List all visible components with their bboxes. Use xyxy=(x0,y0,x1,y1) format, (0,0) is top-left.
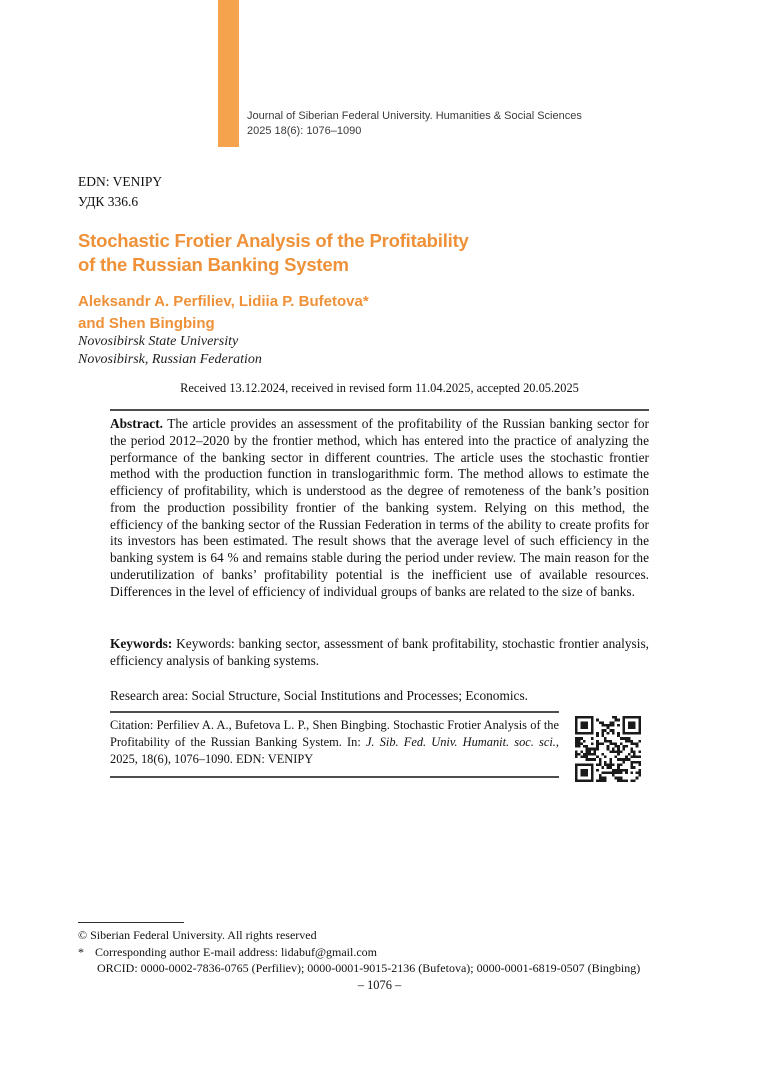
corresponding-author-text: Corresponding author E-mail address: lidabuf@gmail.com xyxy=(95,944,377,959)
footnote-asterisk: * xyxy=(78,944,84,959)
journal-header xyxy=(247,109,582,139)
citation-text: Citation: Perfiliev A. A., Bufetova L. P., Shen Bingbing. Stochastic Frotier Analysis of the Profitability of the Russian Banking System. In: xyxy=(110,718,559,750)
affiliation-country: Novosibirsk, Russian Federation xyxy=(78,351,262,367)
abstract-text: The article provides an assessment of the profitability of the Russian banking sector for the period 2012–2020 by the frontier method, which has entered into the practice of analyzing the performance of the banking sector in different countries. The article uses the stochastic frontier method with the production function in translogarithmic form. The method allows to estimate the efficiency of profitability, which is understood as the degree of remoteness of the bank’s position from the production possibility frontier of the banking system. Relying on this method, the efficiency of the banking sector of the Russian Federation in terms of the ability to create profits for its investors has been estimated. The result shows that the average level of such efficiency in the banking system is 64 % and remains stable during the period under review. The main reason for the underutilization of banks’ profitability potential is the inefficient use of available resources. Differences in the level of efficiency of individual groups of banks are related to the size of banks. xyxy=(110,416,649,599)
authors-line-2: and Shen Bingbing xyxy=(78,314,215,332)
article-codes xyxy=(78,172,162,211)
udk-code: УДК 336.6 xyxy=(78,193,139,209)
abstract-top-rule xyxy=(110,409,649,411)
received-dates: Received 13.12.2024, received in revised form 11.04.2025, accepted 20.05.2025 xyxy=(180,381,579,395)
affiliation-university: Novosibirsk State University xyxy=(78,334,239,349)
keywords-label: Keywords: xyxy=(110,636,173,651)
corresponding-author-line xyxy=(78,945,377,960)
abstract-label: Abstract. xyxy=(110,416,163,431)
edn-code: EDN: VENIPY xyxy=(78,174,163,189)
citation-journal-italic: J. Sib. Fed. Univ. Humanit. soc. sci. xyxy=(365,735,556,750)
journal-name: Journal of Siberian Federal University. Humanities & Social Sciences xyxy=(247,110,582,122)
title-line-1: Stochastic Frotier Analysis of the Profitability xyxy=(78,230,469,251)
citation-paragraph xyxy=(110,717,559,769)
citation-suffix: , 2025, 18(6), 1076–1090. EDN: VENIPY xyxy=(110,735,559,767)
keywords-paragraph xyxy=(110,636,649,670)
citation-qr-code xyxy=(575,716,641,782)
research-area-line: Research area: Social Structure, Social Institutions and Processes; Economics. xyxy=(110,688,528,703)
journal-accent-bar xyxy=(218,0,239,147)
journal-issue: 2025 18(6): 1076–1090 xyxy=(247,125,362,137)
title-line-2: of the Russian Banking System xyxy=(78,254,349,275)
page-number: – 1076 – xyxy=(357,978,402,992)
citation-rule-bottom xyxy=(110,776,559,778)
authors xyxy=(78,291,369,334)
affiliation xyxy=(78,333,262,368)
authors-line-1: Aleksandr A. Perfiliev, Lidiia P. Bufetova* xyxy=(78,293,369,310)
citation-rule-top xyxy=(110,711,559,713)
keywords-text: Keywords: banking sector, assessment of bank profitability, stochastic frontier analysis, efficiency analysis of banking systems. xyxy=(110,636,649,668)
abstract-paragraph xyxy=(110,416,649,600)
article-title xyxy=(78,229,469,277)
footnote-rule xyxy=(78,922,184,923)
copyright-line: © Siberian Federal University. All rights reserved xyxy=(78,928,317,942)
orcid-line: ORCID: 0000-0002-7836-0765 (Perfiliev); 0000-0001-9015-2136 (Bufetova); 0000-0001-6819-0507 (Bingbing) xyxy=(97,961,641,975)
